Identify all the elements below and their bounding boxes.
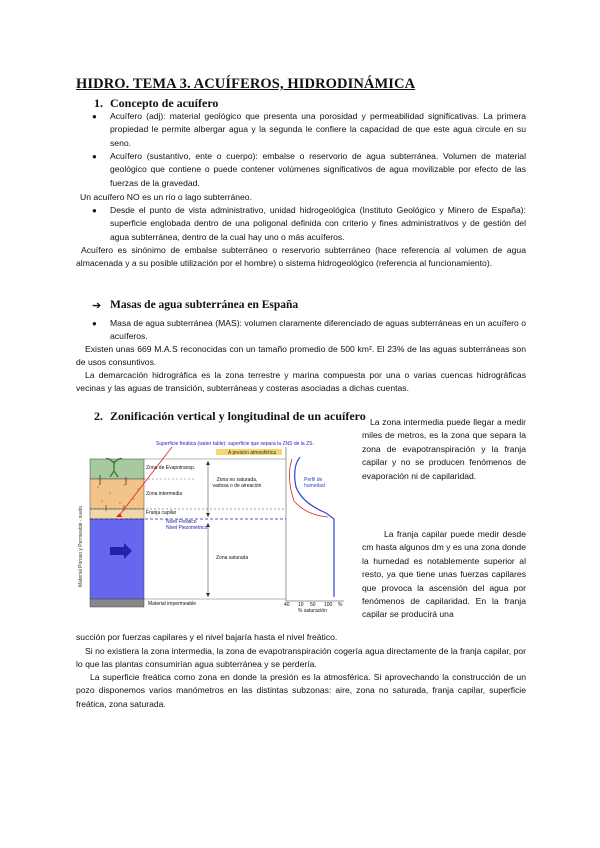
- capillary-fringe-paragraph: La franja capilar puede medir desde cm hasta algunos dm y es una zona donde la humedad es notablemente superior al resto, ya que tiene unas fuerzas capilares que provoca la ascensión del agua por fenómenos de capilaridad. En la franja capilar se producirá una: [362, 529, 526, 620]
- evap-zone-label: Zona de Evapotransp.: [146, 465, 196, 471]
- arrow-icon: ➔: [92, 300, 102, 312]
- no-intermediate-paragraph: Si no existiera la zona intermedia, la zona de evapotranspiración cogería agua directamente de la franja capilar, por lo que las plantas consumirían agua subterránea y se perdería.: [76, 646, 526, 670]
- bullet-mas: Masa de agua subterránea (MAS): volumen claramente diferenciado de aguas subterráneas en un acuífero o acuíferos.: [110, 318, 526, 342]
- tick-label: %: [338, 602, 343, 608]
- tick-label: 40: [284, 602, 290, 608]
- flow-arrow-icon: [110, 547, 124, 555]
- bullet-dot: ●: [92, 112, 97, 121]
- section2-number: 2.: [94, 409, 103, 423]
- bullet-acuifero-adj: Acuífero (adj): material geológico que presenta una porosidad y permeabilidad significativas. La primera propiedad le permite albergar agua y la segunda le confiere la capacidad de que este agua circule en su seno.: [110, 111, 526, 148]
- pressure-label: A presión atmosférica: [228, 449, 277, 456]
- axis-label: % saturación: [298, 608, 327, 614]
- piezometric-level-label: Nivel Piezométrico: [166, 525, 208, 531]
- water-table-label: Nivel Freático: [166, 519, 197, 525]
- side-label: Material Poroso y Permeable - suelo: [78, 506, 84, 587]
- page-title: HIDRO. TEMA 3. ACUÍFEROS, HIDRODINÁMICA: [76, 76, 416, 92]
- subsection-heading: Masas de agua subterránea en España: [110, 299, 299, 311]
- impermeable-layer: [90, 599, 144, 607]
- bullet-dot: ●: [92, 206, 97, 215]
- unsaturated-zone-label: Zona no saturada, vadosa o de aireación: [212, 477, 262, 489]
- paragraph-demarcacion: La demarcación hidrográfica es la zona terrestre y marina compuesta por una o varias cuencas hidrográficas vecinas y las aguas de transición, subterráneas y costeras asociadas a dichas cuentas.: [76, 370, 526, 394]
- intermediate-zone-label: Zona intermedia: [146, 491, 183, 497]
- water-table-paragraph: La superficie freática como zona en donde la presión es la atmosférica. Si aprovechando la construcción de un pozo disponemos varios manómetros en las distintas subzonas: aire, zona no saturada, franja capilar, superficie freática, zona saturada.: [76, 672, 526, 709]
- paragraph-mas-count: Existen unas 669 M.A.S reconocidas con un tamaño promedio de 500 km². El 23% de las aguas subterráneas son de usos consuntivos.: [76, 344, 526, 368]
- bullet-administrativo: Desde el punto de vista administrativo, unidad hidrogeológica (Instituto Geológico y Minero de España): superficie englobada dentro de una poligonal definida con criterio y fines administrativos y de gestión del agua subterránea, dentro de la cual hay uno o más acuíferos.: [110, 205, 526, 242]
- impermeable-label: Material impermeable: [148, 601, 197, 607]
- saturated-zone-block: [90, 519, 144, 599]
- bullet-dot: ●: [92, 319, 97, 328]
- bullet-acuifero-sust: Acuífero (sustantivo, ente o cuerpo): embalse o reservorio de agua subterránea. Volumen de material geológico que contiene o puede contener volúmenes significativos de agua movilizable por efecto de las fuerzas de la gravedad.: [110, 151, 526, 188]
- capillary-fringe-block: [90, 509, 144, 519]
- intermediate-zone-paragraph: La zona intermedia puede llegar a medir miles de metros, es la zona que separa la zona de evapotranspiración y la franja capilar y no se producen fenómenos de evaporación ni de capilaridad.: [362, 417, 526, 481]
- bullet-dot: ●: [92, 152, 97, 161]
- tick-label: 50: [310, 602, 316, 608]
- tick-label: 10: [298, 602, 304, 608]
- capillary-fringe-label: Franja capilar: [146, 510, 177, 516]
- figure-top-label: Superficie freática (water table): superficie que separa la ZNS de la ZS.: [156, 441, 314, 447]
- section2-heading: Zonificación vertical y longitudinal de un acuífero: [110, 409, 366, 423]
- section1-number: 1.: [94, 96, 103, 110]
- aquifer-zoning-figure: [76, 437, 350, 615]
- figure-graphics: [76, 437, 350, 615]
- saturated-zone-label: Zona saturada: [216, 555, 249, 561]
- synonym-paragraph: Acuífero es sinónimo de embalse subterráneo o reservorio subterráneo (hace referencia al volumen de agua almacenada y a su posible utilización por el hombre) o sistema hidrogeológico (referencia al funcionamiento).: [76, 245, 526, 269]
- profile-label: Perfil de humedad: [304, 477, 325, 489]
- section1-heading: Concepto de acuífero: [110, 96, 219, 110]
- note-not-river: Un acuífero NO es un río o lago subterráneo.: [80, 192, 252, 202]
- capillary-continuation: succión por fuerzas capilares y el nivel bajaría hasta el nivel freático.: [76, 632, 338, 642]
- tick-label: 100: [324, 602, 333, 608]
